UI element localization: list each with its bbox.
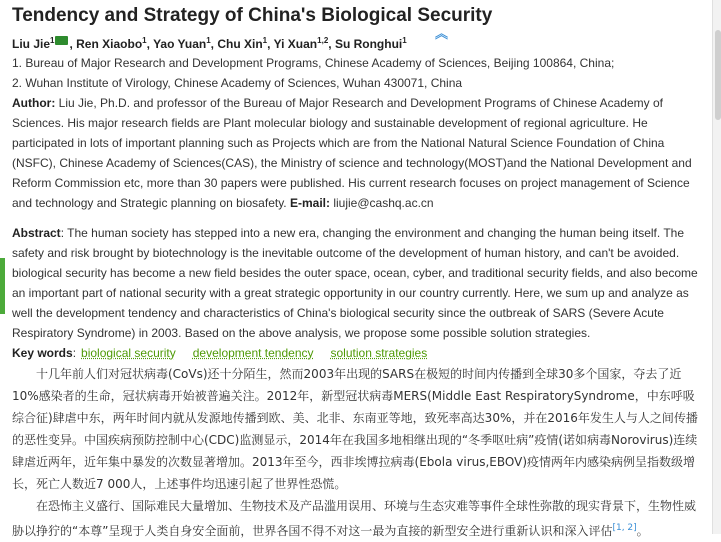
scrollbar-thumb[interactable] (715, 30, 721, 120)
citation-link[interactable]: [1, 2] (612, 523, 637, 533)
author-bio-label: Author: (12, 96, 56, 110)
author-name[interactable]: Ren Xiaobo (76, 37, 143, 51)
keyword-link[interactable]: biological security (81, 346, 176, 360)
author-name[interactable]: Su Ronghui (334, 37, 403, 51)
author-name[interactable]: Yao Yuan (153, 37, 207, 51)
keywords: Key words: biological security development tendency solution strategies (12, 346, 428, 360)
article (12, 4, 702, 542)
author-list: Liu Jie$^1$ , Ren Xiaobo$^1$, Yao Yuan$^1$, Chu Xin$^1$, Yi Xuan$^{1,2}$, Su Ronghui$^1$ ︽ (12, 26, 449, 51)
email-address[interactable]: liujie@cashq.ac.cn (333, 196, 434, 210)
keyword-link[interactable]: solution strategies (330, 346, 428, 360)
author-name[interactable]: Liu Jie (12, 37, 51, 51)
author-bio (12, 93, 702, 213)
abstract (12, 223, 702, 343)
side-panel-tab[interactable] (0, 258, 5, 314)
email-label: E-mail: (289, 196, 330, 210)
author-name[interactable]: Yi Xuan (273, 37, 318, 51)
affiliation: 1. Bureau of Major Research and Development Programs, Chinese Academy of Sciences, Beijing 100864, China; (12, 56, 615, 70)
abstract-label: Abstract (12, 226, 61, 240)
scrollbar[interactable] (712, 0, 721, 534)
keyword-link[interactable]: development tendency (192, 346, 314, 360)
affiliation: 2. Wuhan Institute of Virology, Chinese Academy of Sciences, Wuhan 430071, China (12, 76, 463, 90)
abstract-text: : The human society has stepped into a new era, changing the environment and changing the human being itself. The safety and risk brought by biotechnology is the inevitable outcome of the development of human history, and can't be avoided. biological security has become a new field besides the outer space, ocean, cyber, and traditional security fields, and also become an important part of national security with a great strategic opportunity in our country currently. Here, we sum up and analyze as well the development tendency and characteristics of China's biological security since the outbreak of SARS (Severe Acute Respiratory Syndrome) in 2003. Based on the above analysis, we propose some possible solution strategies. (12, 226, 698, 340)
article-title: Tendency and Strategy of China's Biological Security (12, 5, 493, 26)
chevron-up-icon[interactable]: ︽ (435, 26, 449, 41)
author-name[interactable]: Chu Xin (217, 37, 263, 51)
keywords-label: Key words (12, 346, 73, 360)
body-paragraph: 十几年前人们对冠状病毒(CoVs)还十分陌生，然而2003年出现的SARS在极短的时间内传播到全球30多个国家，夺去了近10%感染者的生命，冠状病毒开始被普遍关注。2012年，新型冠状病毒MERS(Middle East RespiratorySyndrome，中东呼吸综合征)肆虐中东，两年时间内就从发源地传播到欧、美、北非、东南亚等地，致死率高达30%，并在2016年发生人与人之间传播的恶性变异。中国疾病预防控制中心(CDC)监测显示，2014年在我国多地相继出现的“冬季呕吐病”疫情(诺如病毒Norovirus)连续肆虐近两年，近年集中暴发的次数显著增加。2013年至今，西非埃博拉病毒(Ebola virus,EBOV)疫情两年内感染病例呈指数级增长，死亡人数近7 000人，上述事件均迅速引起了世界性恐慌。 (12, 367, 698, 491)
author-bio-text: Liu Jie, Ph.D. and professor of the Bureau of Major Research and Development Programs of Chinese Academy of Sciences. His major research fields are Plant molecular biology and sustainable development of regional agriculture. He participated in lots of important planning such as Projects which are from the National Natural Science Foundation of China (NSFC), Chinese Academy of Sciences(CAS), the Ministry of science and technology(MOST)and the National Development and Reform Commission etc, more than 30 papers were published. His current research focuses on project management of Science and technology and Strategic planning on biosafety. (12, 96, 692, 210)
body-paragraph: 在恐怖主义盛行、国际难民大量增加、生物技术及产品滥用误用、环境与生态灾难等事件全球性弥散的现实背景下，生物性威胁以挣狞的“本尊”呈现于人类自身安全面前，世界各国不得不对这一最为直接的新型安全进行重新认识和深入评估[1, 2]。 (12, 499, 697, 538)
email-icon[interactable] (55, 36, 68, 45)
